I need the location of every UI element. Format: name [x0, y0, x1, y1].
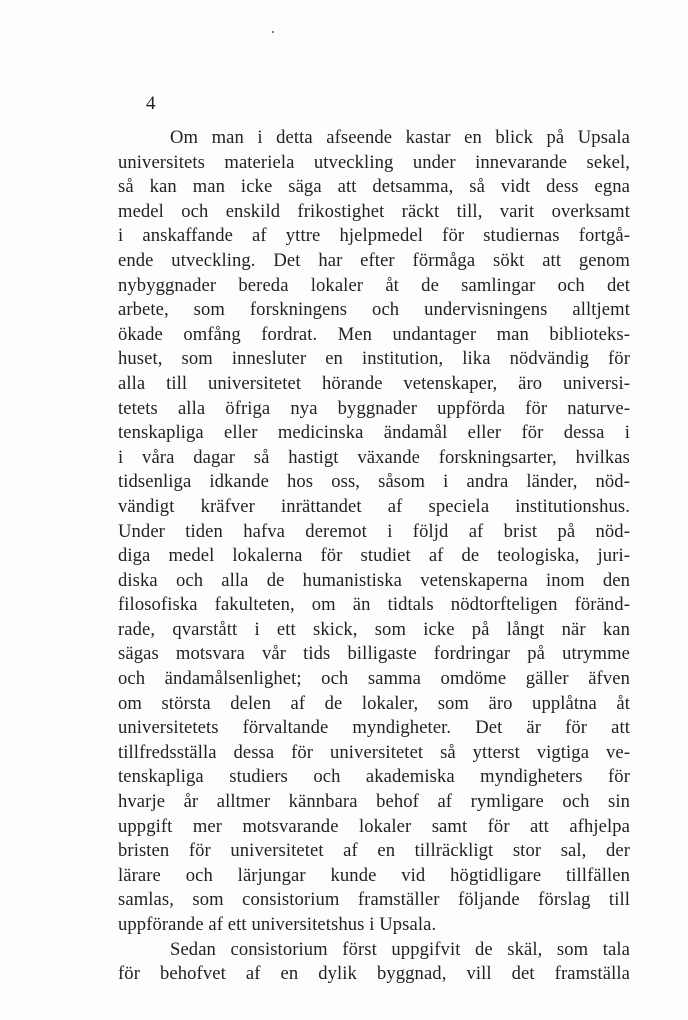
text-line: diga medel lokalerna för studiet af de teologiska, juri-: [118, 545, 630, 567]
text-line: för behofvet af en dylik byggnad, vill det framställa: [118, 963, 630, 985]
text-line: samlas, som consistorium framställer följande förslag till: [118, 889, 630, 911]
text-line: medel och enskild frikostighet räckt till, varit overksamt: [118, 200, 630, 222]
text-line: alla till universitetet hörande vetenskaper, äro universi-: [118, 372, 630, 394]
text-line: rade, qvarstått i ett skick, som icke på långt när kan: [118, 618, 630, 640]
text-line: bristen för universitetet af en tillräckligt stor sal, der: [118, 840, 630, 862]
text-line: om största delen af de lokaler, som äro upplåtna åt: [118, 692, 630, 714]
text-line: filosofiska fakulteten, om än tidtals nödtorfteligen föränd-: [118, 594, 630, 616]
text-line: Om man i detta afseende kastar en blick på Upsala: [170, 127, 630, 148]
text-line: Sedan consistorium först uppgifvit de skäl, som tala: [170, 938, 630, 960]
text-line: sägas motsvara vår tids billigaste fordringar på utrymme: [118, 643, 630, 665]
text-line: Under tiden hafva deremot i följd af brist på nöd-: [118, 520, 630, 542]
text-line: arbete, som forskningens och undervisningens alltjemt: [118, 299, 630, 321]
text-line: i våra dagar så hastigt växande forskningsarter, hvilkas: [118, 446, 630, 468]
text-line: så kan man icke säga att detsamma, så vidt dess egna: [118, 176, 630, 198]
text-line: tillfredsställa dessa för universitetet så ytterst vigtiga ve-: [118, 741, 630, 763]
text-line: i anskaffande af yttre hjelpmedel för studiernas fortgå-: [118, 225, 630, 247]
text-line: universitetets förvaltande myndigheter. Det är för att: [118, 717, 630, 739]
body-text: [118, 126, 630, 987]
text-line: vändigt kräfver inrättandet af speciela institutionshus.: [118, 495, 630, 517]
text-line: tenskapliga eller medicinska ändamål eller för dessa i: [118, 422, 630, 444]
text-line: tenskapliga studiers och akademiska myndigheters för: [118, 766, 630, 788]
text-line: ökade omfång fordrat. Men undantager man biblioteks-: [118, 323, 630, 345]
paper-speck: [272, 31, 274, 33]
text-line: ende utveckling. Det har efter förmåga sökt att genom: [118, 249, 630, 271]
text-line: diska och alla de humanistiska vetenskaperna inom den: [118, 569, 630, 591]
text-line: tidsenliga idkande hos oss, såsom i andra länder, nöd-: [118, 471, 630, 493]
text-line: uppgift mer motsvarande lokaler samt för att afhjelpa: [118, 815, 630, 837]
text-line: nybyggnader bereda lokaler åt de samlingar och det: [118, 274, 630, 296]
text-line: hvarje år alltmer kännbara behof af rymligare och sin: [118, 791, 630, 813]
text-line: uppförande af ett universitetshus i Upsala.: [118, 914, 437, 935]
text-line: huset, som innesluter en institution, lika nödvändig för: [118, 348, 630, 370]
text-line: lärare och lärjungar kunde vid högtidligare tillfällen: [118, 864, 630, 886]
text-line: och ändamålsenlighet; och samma omdöme gäller äfven: [118, 668, 630, 690]
text-line: universitets materiela utveckling under innevarande sekel,: [118, 151, 630, 173]
page-number: 4: [146, 93, 156, 114]
text-line: tetets alla öfriga nya byggnader uppförda för naturve-: [118, 397, 630, 419]
